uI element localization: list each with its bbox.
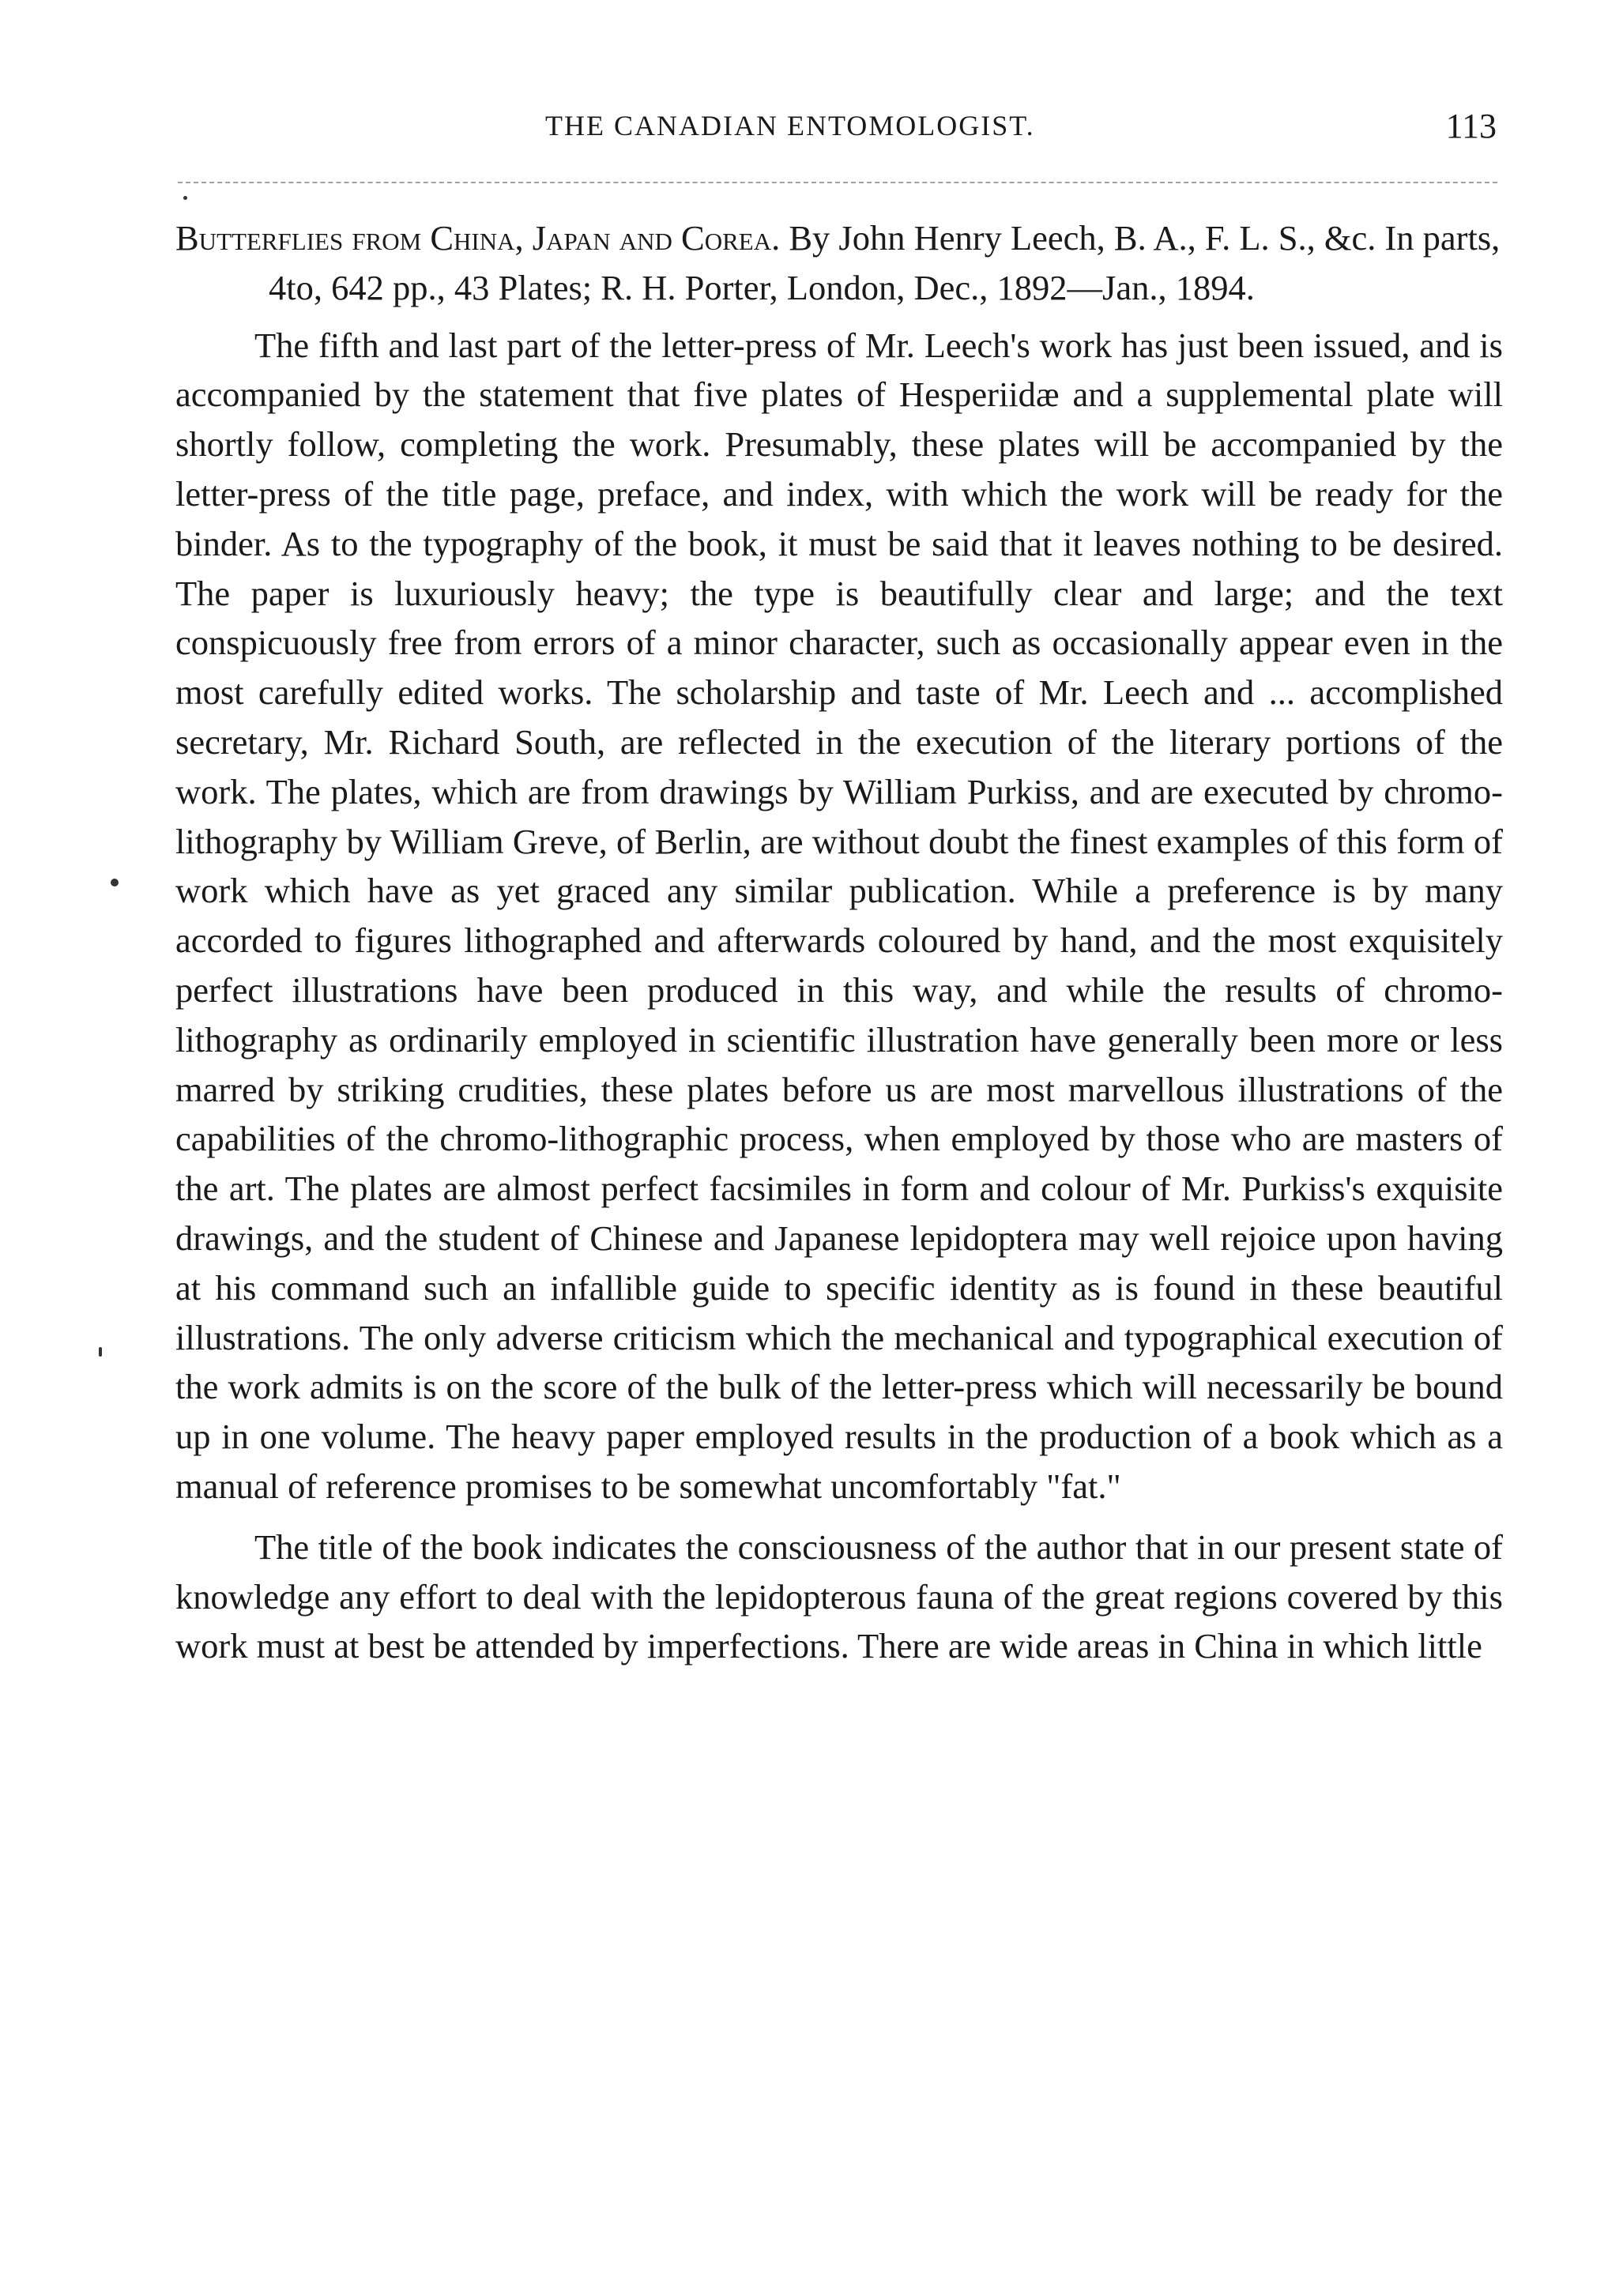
margin-speck xyxy=(111,879,119,886)
page-number: 113 xyxy=(1445,107,1497,145)
margin-speck xyxy=(183,196,187,200)
article-body xyxy=(175,213,1503,1671)
book-details: By John Henry Leech, B. A., F. L. S., &c. In parts, 4to, 642 pp., 43 Plates; R. H. Porter, London, Dec., 1892—Jan., 1894. xyxy=(269,218,1501,307)
review-paragraph: The fifth and last part of the letter-press of Mr. Leech's work has just been issued, and is accompanied by the statement that five plates of Hesperiidæ and a supplemental plate will shortly follow, completing the work. Presumably, these plates will be accompanied by the letter-press of the title page, preface, and index, with which the work will be ready for the binder. As to the typography of the book, it must be said that it leaves nothing to be desired. The paper is luxuriously heavy; the type is beautifully clear and large; and the text conspicuously free from errors of a minor character, such as occasionally appear even in the most carefully edited works. The scholarship and taste of Mr. Leech and ... accomplished secretary, Mr. Richard South, are reflected in the execution of the literary portions of the work. The plates, which are from drawings by William Purkiss, and are executed by chromo-lithography by William Greve, of Berlin, are without doubt the finest examples of this form of work which have as yet graced any similar publication. While a preference is by many accorded to figures lithographed and afterwards coloured by hand, and the most exquisitely perfect illustrations have been produced in this way, and while the results of chromo-lithography as ordinarily employed in scientific illustration have generally been more or less marred by striking crudities, these plates before us are most marvellous illustrations of the capabilities of the chromo-lithographic process, when employed by those who are masters of the art. The plates are almost perfect facsimiles in form and colour of Mr. Purkiss's exquisite drawings, and the student of Chinese and Japanese lepidoptera may well rejoice upon having at his command such an infallible guide to specific identity as is found in these beautiful illustrations. The only adverse criticism which the mechanical and typographical execution of the work admits is on the score of the bulk of the letter-press which will necessarily be bound up in one volume. The heavy paper employed results in the production of a book which as a manual of reference promises to be somewhat uncomfortably "fat." xyxy=(175,325,1503,1506)
margin-speck xyxy=(99,1347,102,1357)
book-title: Butterflies from China, Japan and Corea. xyxy=(175,218,781,258)
journal-title: THE CANADIAN ENTOMOLOGIST. xyxy=(545,110,1035,141)
header-rule xyxy=(178,182,1497,183)
book-citation xyxy=(175,213,1503,313)
running-head xyxy=(0,109,1623,156)
review-paragraph: The title of the book indicates the consciousness of the author that in our present state of knowledge any effort to deal with the lepidopterous fauna of the great regions covered by this work must at best be attended by imperfections. There are wide areas in China in which little xyxy=(175,1526,1503,1666)
